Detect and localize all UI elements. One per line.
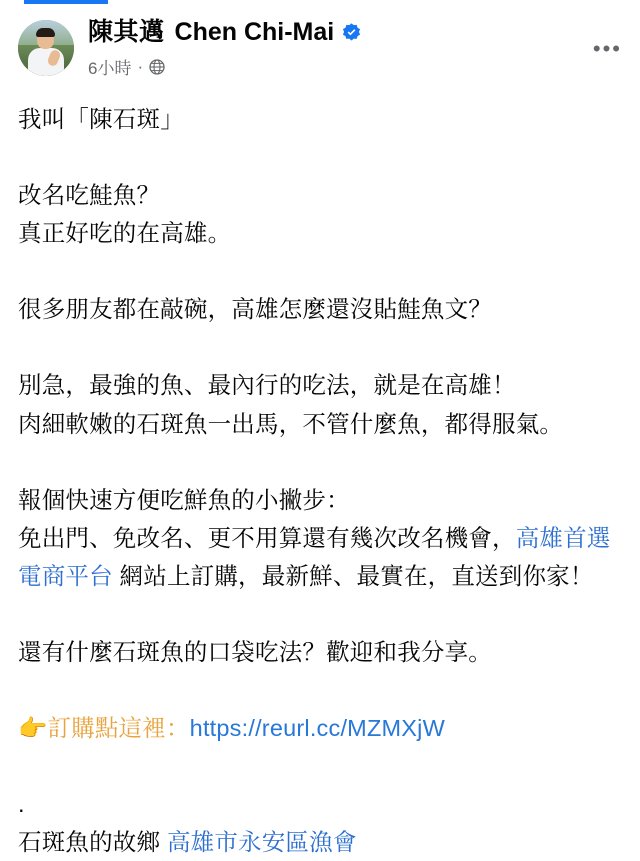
globe-icon[interactable] bbox=[149, 59, 165, 75]
post-header bbox=[0, 16, 640, 86]
verified-badge-icon bbox=[341, 22, 362, 43]
ecommerce-platform-link[interactable]: 高雄首選電商平台 bbox=[18, 524, 611, 589]
post-line-2a: 改名吃鮭魚？ bbox=[18, 182, 161, 209]
fishermen-association-link[interactable]: 高雄市永安區漁會 bbox=[166, 829, 357, 856]
post-line-6: 還有什麼石斑魚的口袋吃法？歡迎和我分享。 bbox=[18, 638, 492, 665]
post-line-8-dot: . bbox=[18, 791, 25, 818]
facebook-post bbox=[0, 16, 640, 861]
top-progress-bar bbox=[24, 0, 108, 4]
post-paragraph-4 bbox=[18, 366, 622, 442]
post-paragraph-3 bbox=[18, 290, 622, 328]
author-name-en[interactable]: Chen Chi-Mai bbox=[174, 18, 335, 46]
pointing-hand-icon: 👉訂購點這裡： bbox=[18, 715, 190, 741]
post-line-2b: 真正好吃的在高雄。 bbox=[18, 220, 232, 247]
post-line-5a: 報個快速方便吃鮮魚的小撇步： bbox=[18, 486, 350, 513]
author-block bbox=[88, 16, 362, 79]
post-line-4a: 別急，最強的魚、最內行的吃法，就是在高雄！ bbox=[18, 372, 516, 399]
post-more-options-button[interactable]: ••• bbox=[592, 36, 622, 61]
post-line-3: 很多朋友都在敲碗，高雄怎麼還沒貼鮭魚文？ bbox=[18, 296, 492, 323]
post-line-8-prefix: 石斑魚的故鄉 bbox=[18, 829, 167, 856]
post-timestamp[interactable]: 6小時 bbox=[88, 59, 132, 78]
post-line-5b-pre: 免出門、免改名、更不用算還有幾次改名機會， bbox=[18, 524, 516, 551]
author-name-zh[interactable]: 陳其邁 bbox=[88, 18, 165, 46]
author-name-row bbox=[88, 20, 362, 45]
post-paragraph-6 bbox=[18, 633, 622, 671]
avatar-person-hair bbox=[36, 28, 55, 37]
post-line-1: 我叫「陳石斑」 bbox=[18, 106, 184, 132]
post-paragraph-7 bbox=[18, 709, 622, 747]
avatar[interactable] bbox=[18, 20, 74, 76]
post-meta-row bbox=[88, 54, 362, 79]
post-body-text bbox=[0, 86, 640, 861]
meta-separator: · bbox=[137, 56, 144, 76]
order-url-link[interactable]: https://reurl.cc/MZMXjW bbox=[189, 715, 445, 741]
post-paragraph-5 bbox=[18, 481, 622, 595]
post-line-5b-post: 網站上訂購，最新鮮、最實在，直送到你家！ bbox=[112, 562, 594, 589]
post-paragraph-2 bbox=[18, 176, 622, 252]
post-line-4b: 肉細軟嫩的石斑魚一出馬，不管什麼魚，都得服氣。 bbox=[18, 410, 564, 437]
post-paragraph-1 bbox=[18, 100, 622, 138]
post-paragraph-8 bbox=[18, 785, 622, 861]
